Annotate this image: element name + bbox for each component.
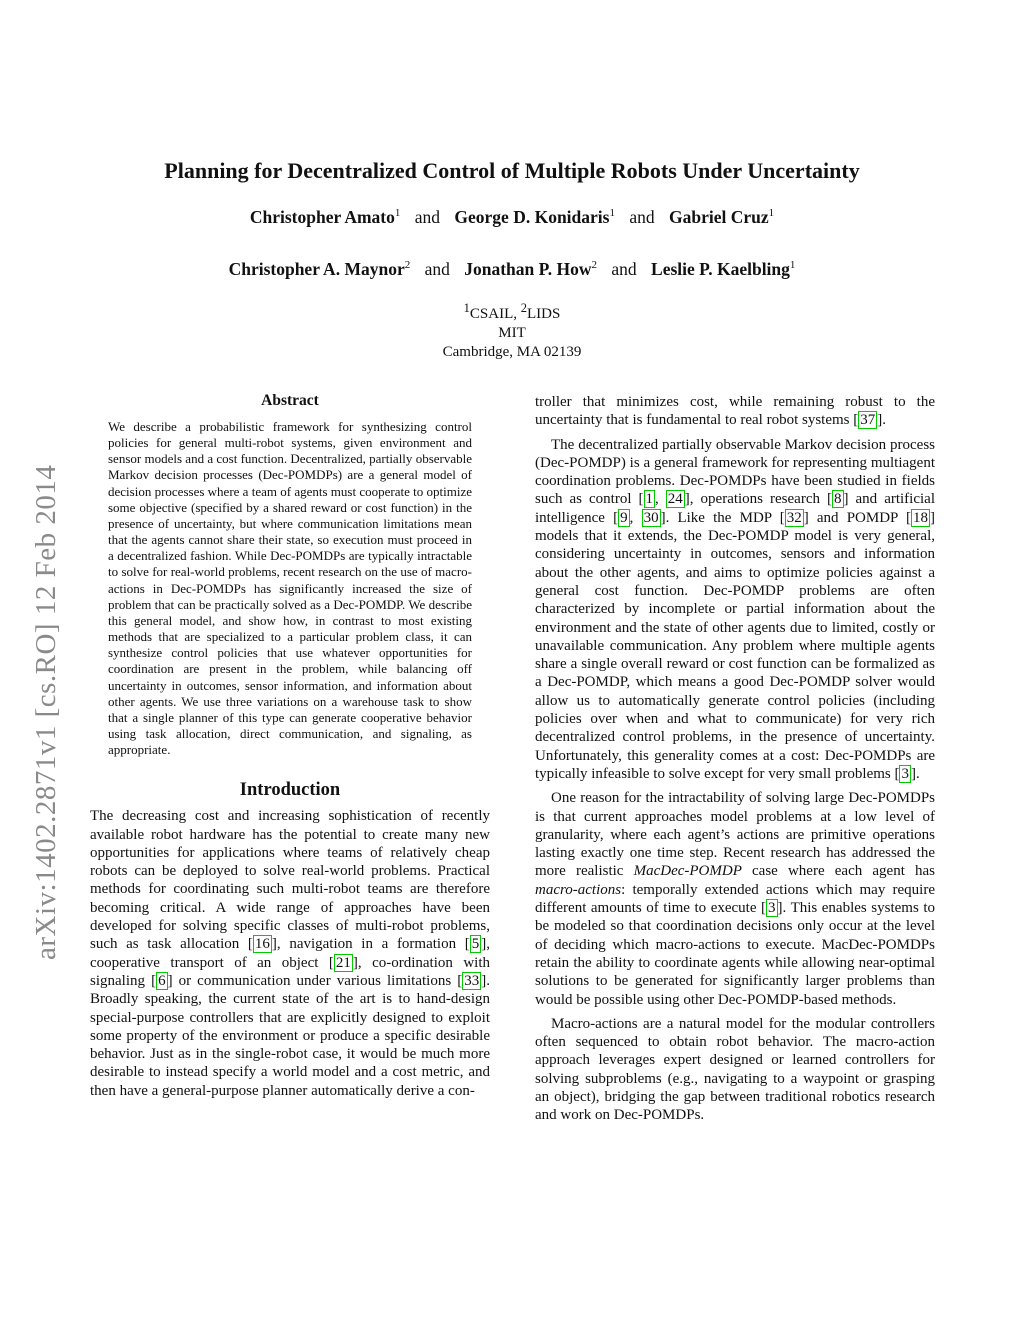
abstract-heading: Abstract: [261, 392, 319, 409]
citation-link[interactable]: 32: [786, 509, 802, 526]
author-affil-sup: 1: [609, 207, 615, 220]
abstract-text: We describe a probabilistic framework for synthesizing control policies for general multi-robot systems, given environment and sensor models and a cost function. Decentralized, partially observable Markov decision processes (Dec-POMDPs) are a general model of decision processes where a team of agents must cooperate to optimize some objective (specified by a shared reward or cost function) in the presence of uncertainty, but where communication limitations mean that the agents cannot share their state, so execution must proceed in a decentralized fashion. While Dec-POMDPs are typically intractable to solve for real-world problems, recent research on the use of macro-actions in Dec-POMDPs has significantly increased the size of problem that can be practically solved as a Dec-POMDP. We describe this general model, and show how, in contrast to most existing methods that are specialized to a particular problem class, it can synthesize control policies that use whatever opportunities for coordination are present in the problem, while balancing off uncertainty in outcomes, sensor information, and information about other agents. We use three variations on a warehouse task to show that a single planner of this type can generate cooperative behavior using task allocation, direct communication, and signaling, as appropriate.: [108, 419, 472, 758]
citation-link[interactable]: 16: [254, 936, 270, 953]
introduction-paragraph: The decreasing cost and increasing sophistication of recently available robot hardware has the potential to create many new opportunities for applications where teams of relatively cheap robots can be deployed to solve real-world problems. Practical methods for coordinating such multi-robot teams are therefore becoming critical. A wide range of approaches have been developed for solving specific classes of multi-robot problems, such as task allocation [ 16 ], navigation in a formation [ 5 ], cooperative transport of an object [ 21 ], co-ordination with signaling [ 6 ] or communication under various limitations [ 33 ]. Broadly speaking, the current state of the art is to hand-design special-purpose controllers that are explicitly designed to exploit some property of the environment or produce a specific desirable behavior. Just as in the single-robot case, it would be much more desirable to instead specify a world model and a cost metric, and then have a general-purpose planner automatically derive a con-: [90, 808, 490, 1099]
author-affil-sup: 1: [394, 207, 401, 220]
citation-link[interactable]: 8: [834, 491, 842, 508]
citation-link[interactable]: 18: [913, 509, 929, 526]
text-run: .: [915, 765, 920, 782]
paragraph-modular-controllers: Macro-actions are a natural model for the modular controllers often sequenced to obtain robot behavior. The macro-action approach leverages expert designed or learned controllers for solving subproblems (e.g., navigating to a waypoint or grasping an object), bridging the gap between traditional robotics research and work on Dec-POMDPs.: [535, 1015, 935, 1124]
author-name: Leslie P. Kaelbling: [651, 259, 790, 279]
text-run: The decentralized partially observable Markov decision process (Dec-POMDP) is a general framework for representing multiagent coordination problems. Dec-POMDPs have been studied in fields such as control: [535, 436, 935, 508]
citation-link[interactable]: 21: [335, 954, 351, 971]
author-connector: and: [414, 207, 441, 227]
text-run: and POMDP: [808, 509, 907, 526]
text-run: case where each agent has: [741, 863, 936, 880]
paragraph-dec-pomdp: The decentralized partially observable Markov decision process (Dec-POMDP) is a general framework for representing multiagent coordination problems. Dec-POMDPs have been studied in fields such as control [ 1 , 24 ], operations research [ 8 ] and artificial intelligence [ 9 , 30 ]. Like the MDP [ 32 ] and POMDP [ 18 ] models that it extends, the Dec-POMDP model is very general, considering uncertainty in outcomes, sensors and information about the other agents, and aims to optimize policies against a general cost function. Dec-POMDP problems are often characterized by incomplete or partial information about the environment and the state of other agents due to limited, costly or unavailable communication. Any problem where multiple agents share a single overall reward or cost function can be formalized as a Dec-POMDP, which means a good Dec-POMDP solver would allow us to automatically generate control policies (including policies over when and what to communicate) for very rich decentralized control problems, in the presence of uncertainty. Unfortunately, this generality comes at a cost: Dec-POMDPs are typically infeasible to solve except for very small problems [ 3 ].: [535, 436, 936, 782]
citation-link[interactable]: 1: [645, 491, 654, 508]
emphasis: MacDec-POMDP: [633, 863, 742, 880]
text-run: troller that minimizes cost, while remaining robust to the uncertainty that is fundamental to real robot systems: [535, 394, 935, 429]
arxiv-side-stamp: arXiv:1402.2871v1 [cs.RO] 12 Feb 2014: [30, 464, 62, 960]
citation-link[interactable]: 24: [667, 491, 683, 508]
citation-link[interactable]: 5: [471, 936, 480, 953]
text-run: .: [882, 412, 887, 429]
right-column: [535, 393, 935, 1125]
citation-link[interactable]: 30: [643, 509, 659, 526]
affiliation-address: Cambridge, MA 02139: [442, 344, 582, 360]
text-run: models that it extends, the Dec-POMDP model is very general, considering uncertainty in outcomes, sensors and information about the other agents, and aims to optimize policies against a general cost function. Dec-POMDP problems are often characterized by incomplete or partial information about the environment and the state of other agents due to limited, costly or unavailable communication. Any problem where multiple agents share a single overall reward or cost function can be formalized as a Dec-POMDP, which means a good Dec-POMDP solver would allow us to automatically generate control policies (including policies over when and what to communicate) for very rich decentralized control problems, in the presence of uncertainty. Unfortunately, this generality comes at a cost: Dec-POMDPs are typically infeasible to solve except for very small problems: [535, 528, 935, 782]
emphasis: macro-actions: [535, 881, 622, 898]
author-name: Jonathan P. How: [464, 259, 592, 279]
affiliation-block: [0, 299, 1024, 362]
author-connector: and: [611, 259, 637, 279]
citation-link[interactable]: 3: [901, 765, 909, 782]
citation-link[interactable]: 37: [860, 412, 876, 429]
text-run: . This enables systems to be modeled so that coordination decisions only occur at the level of deciding which macro-actions to execute. MacDec-POMDPs retain the ability to coordinate agents while allowing near-optimal solutions to be generated for significantly larger problems than would be possible using other Dec-POMDP-based methods.: [535, 900, 935, 1008]
text-run: , navigation in a formation: [276, 936, 465, 953]
paragraph-continuation: troller that minimizes cost, while remaining robust to the uncertainty that is fundamental to real robot systems [ 37 ].: [535, 394, 935, 429]
citation-link[interactable]: 6: [158, 972, 166, 989]
paper-title: Planning for Decentralized Control of Multiple Robots Under Uncertainty: [164, 158, 860, 183]
text-run: ], operations research: [684, 491, 828, 508]
affil-sup: 2: [520, 301, 527, 315]
citation-link[interactable]: 3: [768, 900, 776, 917]
text-run: and artificial intelligence: [535, 491, 935, 526]
author-connector: and: [629, 207, 655, 227]
text-run: ,: [629, 509, 642, 526]
author-affil-sup: 1: [789, 259, 796, 272]
author-name: Christopher A. Maynor: [228, 259, 405, 279]
author-name: George D. Konidaris: [454, 207, 610, 227]
text-run: . Broadly speaking, the current state of the art is to hand-design special-purpose controllers that are explicitly designed to exploit some property of the environment or produce a specific desirable behavior. Just as in the single-robot case, it would be much more desirable to instead specify a world model and a cost metric, and then have a general-purpose planner automatically derive a con-: [90, 972, 490, 1099]
text-run: or communication under various limitations: [172, 972, 458, 989]
author-row-1: [0, 207, 1024, 228]
paragraph-macro-actions: One reason for the intractability of solving large Dec-POMDPs is that current approaches model problems at a low level of granularity, where each agent’s actions are primitive operations lasting exactly one time step. Recent research has addressed the more realistic MacDec-POMDP case where each agent has macro-actions: temporally extended actions which may require different amounts of time to execute [ 3 ]. This enables systems to be modeled so that coordination decisions only occur at the level of deciding which macro-actions to execute. MacDec-POMDPs retain the ability to coordinate agents while allowing near-optimal solutions to be generated for significantly larger problems than would be possible using other Dec-POMDP-based methods.: [535, 790, 936, 1008]
affiliation-labs: [0, 299, 1024, 324]
author-affil-sup: 2: [591, 259, 597, 272]
author-connector: and: [424, 259, 450, 279]
affiliation-institution: MIT: [498, 325, 526, 341]
text-run: , cooperative transport of an object: [90, 936, 490, 971]
text-run: ,: [655, 491, 666, 508]
text-run: . Like the MDP: [665, 509, 780, 526]
author-affil-sup: 1: [768, 207, 775, 220]
author-affil-sup: 2: [404, 259, 411, 272]
author-name: Gabriel Cruz: [669, 207, 769, 227]
author-row-2: [0, 259, 1024, 280]
citation-link[interactable]: 33: [464, 972, 480, 989]
left-column: [90, 392, 490, 1100]
text-run: One reason for the intractability of solving large Dec-POMDPs is that current approaches model problems at a low level of granularity, where each agent’s actions are primitive operations lasting exactly one time step. Recent research has addressed the more realistic: [535, 790, 935, 880]
text-run: The decreasing cost and increasing sophistication of recently available robot hardware has the potential to create many new opportunities for applications where teams of relatively cheap robots can be deployed to solve real-world problems. Practical methods for coordinating such multi-robot teams are therefore becoming critical. A wide range of approaches have been developed for solving specific classes of multi-robot problems, such as task allocation: [90, 808, 490, 953]
introduction-heading: Introduction: [239, 780, 341, 801]
affil-lab-1: CSAIL,: [469, 306, 521, 322]
citation-link[interactable]: 9: [620, 509, 628, 526]
text-run: , co-ordination with signaling: [90, 954, 490, 989]
author-name: Christopher Amato: [249, 207, 395, 227]
affil-lab-2: LIDS: [527, 306, 561, 322]
affil-sup: 1: [463, 301, 470, 315]
text-run: : temporally extended actions which may require different amounts of time to execute: [535, 881, 935, 917]
